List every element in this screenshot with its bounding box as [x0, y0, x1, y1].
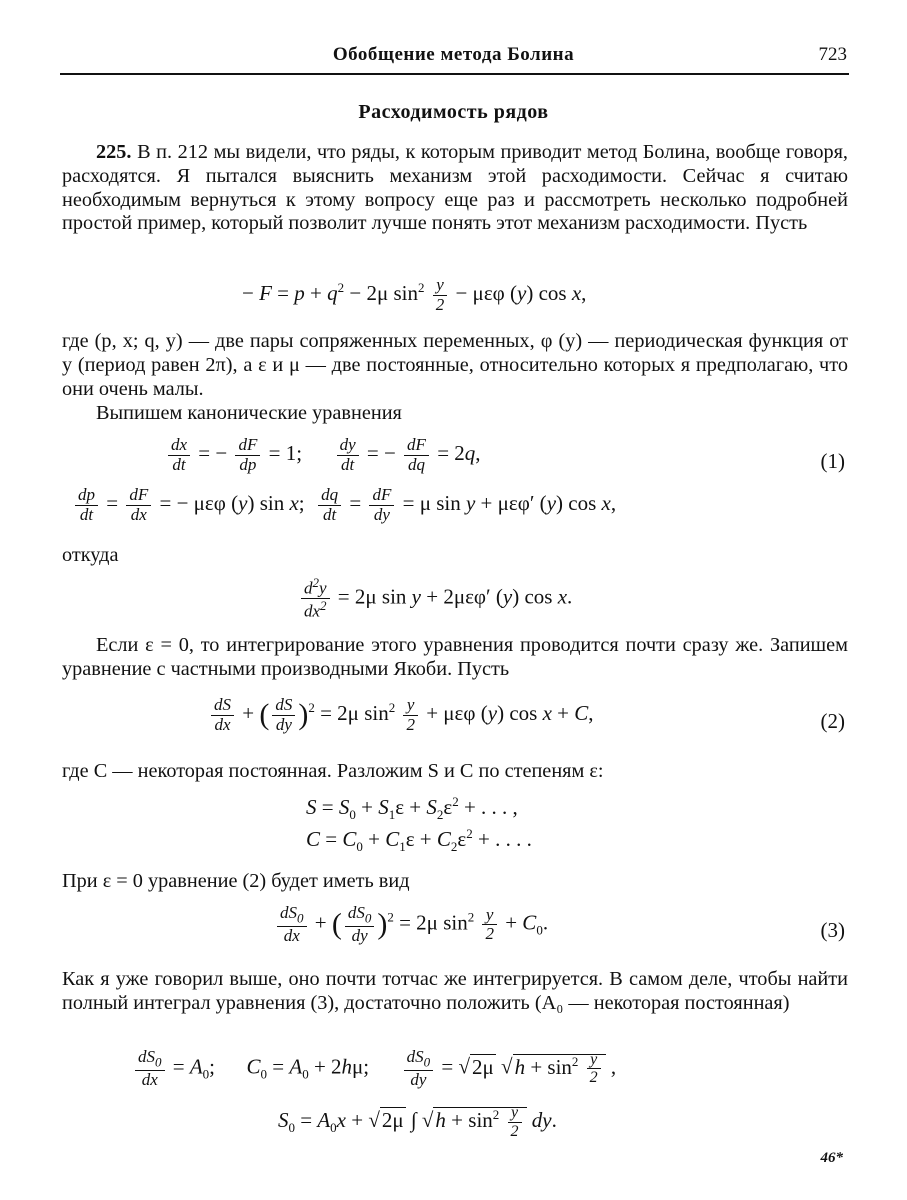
paragraph-number: 225.	[96, 141, 132, 163]
signature-mark: 46*	[820, 1150, 843, 1166]
equation-number-2: (2)	[820, 709, 845, 733]
equation-canonical-1: $\frac{dx}{dt}$ = − $\frac{dF}{dp}$ = 1; $\frac{dy}{dt}$ = − $\frac{dF}{dq}$ = 2q,	[165, 436, 481, 474]
paragraph-2: где (p, x; q, y) — две пары сопряженных переменных, φ (y) — периодическая функция от y (период равен 2π), а ε и μ — две постоянные, относительно которых я предполагаю, что они очень малы.	[62, 330, 848, 400]
section-title: Расходимость рядов	[358, 101, 549, 123]
header-rule	[60, 73, 849, 75]
equation-hamiltonian: − $F = p + q^2 - 2\mu$ $\sin^2$ $\frac{y}{2}$ − μεφ (y) cos x,	[242, 275, 587, 314]
equation-solution-1: $\frac{dS_0}{dx}$ = $A_0$; $C_0 = A_0 + 2h\mu$; $\frac{dS_0}{dy}$ = √2μ $√h + \sin^2$ $\frac{y}{2}$ ,	[132, 1048, 616, 1089]
paragraph-4: откуда	[62, 544, 119, 566]
equation-canonical-2: $\frac{dp}{dt}$ = $\frac{dF}{dx}$ = − μεφ (y) sin x; $\frac{dq}{dt}$ = $\frac{dF}{dy}$ = μ sin y + μεφ′ (y) cos x,	[72, 486, 616, 524]
page-number: 723	[818, 44, 847, 65]
equation-reduced: $\frac{dS_0}{dx}$ + ( $\frac{dS_0}{dy}$ )$^2$ = 2μ $\sin^2$ $\frac{y}{2}$ + $C_0$.	[274, 904, 548, 945]
paragraph-1-text: В п. 212 мы видели, что ряды, к которым приводит метод Болина, вообще говоря, расходятся. Я пытался выяснить механизм этой расходимости. Сейчас я считаю необходимым вернуться к этому вопросу еще раз и рассмотреть несколько подробней простой пример, который позволит лучше понять этот механизм расходимости. Пусть	[62, 141, 848, 235]
equation-number-3: (3)	[820, 918, 845, 942]
running-title: Обобщение метода Болина	[332, 44, 575, 65]
paragraph-7: При ε = 0 уравнение (2) будет иметь вид	[62, 870, 410, 892]
paragraph-5: Если ε = 0, то интегрирование этого уравнения проводится почти сразу же. Запишем уравнение с частными производными Якоби. Пусть	[62, 634, 848, 680]
equation-number-1: (1)	[820, 449, 845, 473]
paragraph-1	[62, 141, 848, 236]
paragraph-3: Выпишем канонические уравнения	[96, 402, 402, 424]
paragraph-8: Как я уже говорил выше, оно почти тотчас же интегрируется. В самом деле, чтобы найти полный интеграл уравнения (3), достаточно положить (A₀ — некоторая постоянная)	[62, 968, 848, 1014]
equation-solution-2: $S_0 = A_0x + √2\mu$ ∫ $√h + \sin^2$ $\frac{y}{2}$ dy.	[278, 1104, 557, 1140]
equation-jacobi: $\frac{dS}{dx}$ + ( $\frac{dS}{dy}$ )$^2$ = 2μ $\sin^2$ $\frac{y}{2}$ + μεφ (y) cos x + C,	[208, 696, 594, 734]
paragraph-6: где C — некоторая постоянная. Разложим S и C по степеням ε:	[62, 760, 604, 782]
equation-expansion-c: $C = C_0 + C_1\varepsilon + C_2\varepsilon^2$ + . . . .	[306, 826, 532, 855]
equation-second-order: $\frac{d^2y}{dx^2}$ = 2μ sin y + 2μεφ′ (y) cos x.	[298, 576, 572, 622]
equation-expansion-s: $S = S_0 + S_1\varepsilon + S_2\varepsilon^2$ + . . . ,	[306, 794, 518, 823]
running-header	[60, 44, 847, 74]
